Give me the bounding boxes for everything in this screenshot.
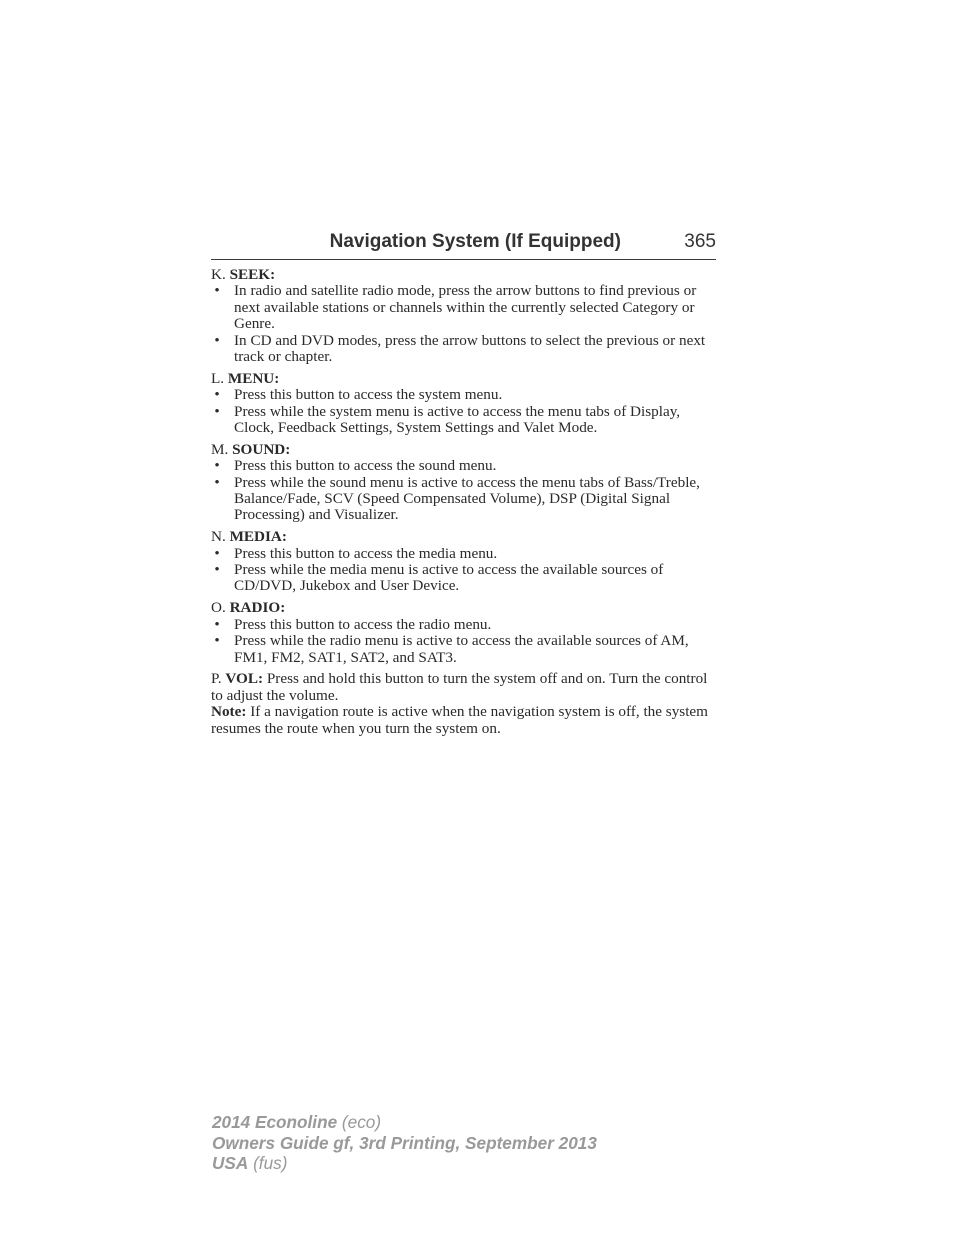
vol-paragraph xyxy=(211,671,718,704)
vol-text: Press and hold this button to turn the system off and on. Turn the control to adjust the volume. xyxy=(211,670,708,704)
footer-model: 2014 Econoline xyxy=(212,1112,338,1132)
bullet-icon: • xyxy=(214,386,220,404)
item-heading xyxy=(211,371,718,387)
item-letter: O. xyxy=(211,599,226,617)
list-item-text: Press this button to access the sound menu. xyxy=(234,457,497,475)
page-footer xyxy=(212,1112,597,1174)
bullet-list xyxy=(211,617,718,666)
list-item xyxy=(211,458,718,474)
bullet-icon: • xyxy=(214,561,220,579)
page-content xyxy=(211,267,718,737)
item-label: MENU: xyxy=(227,369,280,387)
note-text: If a navigation route is active when the navigation system is off, the system resumes the route when you turn the system on. xyxy=(211,703,708,737)
footer-printing: Owners Guide gf, 3rd Printing, September 2013 xyxy=(212,1132,597,1153)
item-heading xyxy=(211,442,718,458)
bullet-icon: • xyxy=(214,473,220,491)
bullet-icon: • xyxy=(214,402,220,420)
item-label: VOL: xyxy=(225,670,264,688)
bullet-icon: • xyxy=(214,615,220,633)
bullet-list xyxy=(211,283,718,365)
list-item xyxy=(211,546,718,562)
list-item xyxy=(211,283,718,332)
footer-model-code: (eco) xyxy=(341,1112,382,1132)
section-title: Navigation System (If Equipped) xyxy=(329,231,621,252)
bullet-icon: • xyxy=(214,331,220,349)
item-label: SEEK: xyxy=(229,266,276,283)
control-item-radio xyxy=(211,600,718,666)
list-item-text: Press this button to access the radio menu. xyxy=(234,615,492,633)
list-item-text: Press this button to access the system menu. xyxy=(234,386,503,404)
list-item xyxy=(211,333,718,366)
bullet-list xyxy=(211,546,718,595)
list-item xyxy=(211,617,718,633)
list-item-text: Press while the media menu is active to access the available sources of CD/DVD, Jukebox and User Device. xyxy=(234,561,664,595)
bullet-list xyxy=(211,458,718,524)
page-header xyxy=(211,229,716,260)
item-letter: M. xyxy=(211,440,229,458)
bullet-icon: • xyxy=(214,457,220,475)
list-item-text: Press while the sound menu is active to access the menu tabs of Bass/Treble, Balance/Fade, SCV (Speed Compensated Volume), DSP (Digital Signal Processing) and Visualizer. xyxy=(234,473,700,524)
bullet-icon: • xyxy=(214,544,220,562)
footer-line-market xyxy=(212,1153,597,1174)
list-item xyxy=(211,633,718,666)
note-paragraph xyxy=(211,704,718,737)
control-item-media xyxy=(211,529,718,595)
item-heading xyxy=(211,267,718,283)
item-letter: P. xyxy=(211,670,222,688)
list-item xyxy=(211,387,718,403)
list-item-text: Press this button to access the media menu. xyxy=(234,544,498,562)
list-item-text: In CD and DVD modes, press the arrow buttons to select the previous or next track or chapter. xyxy=(234,331,706,366)
item-heading xyxy=(211,600,718,616)
note-label: Note: xyxy=(211,703,247,721)
footer-market: USA xyxy=(212,1153,249,1173)
item-letter: K. xyxy=(211,266,226,283)
page-number: 365 xyxy=(684,231,716,252)
control-item-seek xyxy=(211,267,718,365)
bullet-list xyxy=(211,387,718,436)
list-item-text: In radio and satellite radio mode, press the arrow buttons to find previous or next available stations or channels within the currently selected Category or Genre. xyxy=(234,282,697,333)
bullet-icon: • xyxy=(214,632,220,650)
list-item xyxy=(211,404,718,437)
bullet-icon: • xyxy=(214,282,220,300)
list-item xyxy=(211,562,718,595)
footer-market-code: (fus) xyxy=(253,1153,288,1173)
item-letter: N. xyxy=(211,528,226,546)
item-label: MEDIA: xyxy=(229,528,287,546)
item-heading xyxy=(211,529,718,545)
footer-line-printing xyxy=(212,1133,597,1154)
item-label: SOUND: xyxy=(232,440,291,458)
item-label: RADIO: xyxy=(229,599,286,617)
control-item-menu xyxy=(211,371,718,437)
control-item-sound xyxy=(211,442,718,524)
footer-line-model xyxy=(212,1112,597,1133)
list-item-text: Press while the radio menu is active to access the available sources of AM, FM1, FM2, SAT1, SAT2, and SAT3. xyxy=(234,632,689,666)
list-item-text: Press while the system menu is active to access the menu tabs of Display, Clock, Feedback Settings, System Settings and Valet Mode. xyxy=(234,402,681,437)
item-letter: L. xyxy=(211,369,225,387)
list-item xyxy=(211,475,718,524)
